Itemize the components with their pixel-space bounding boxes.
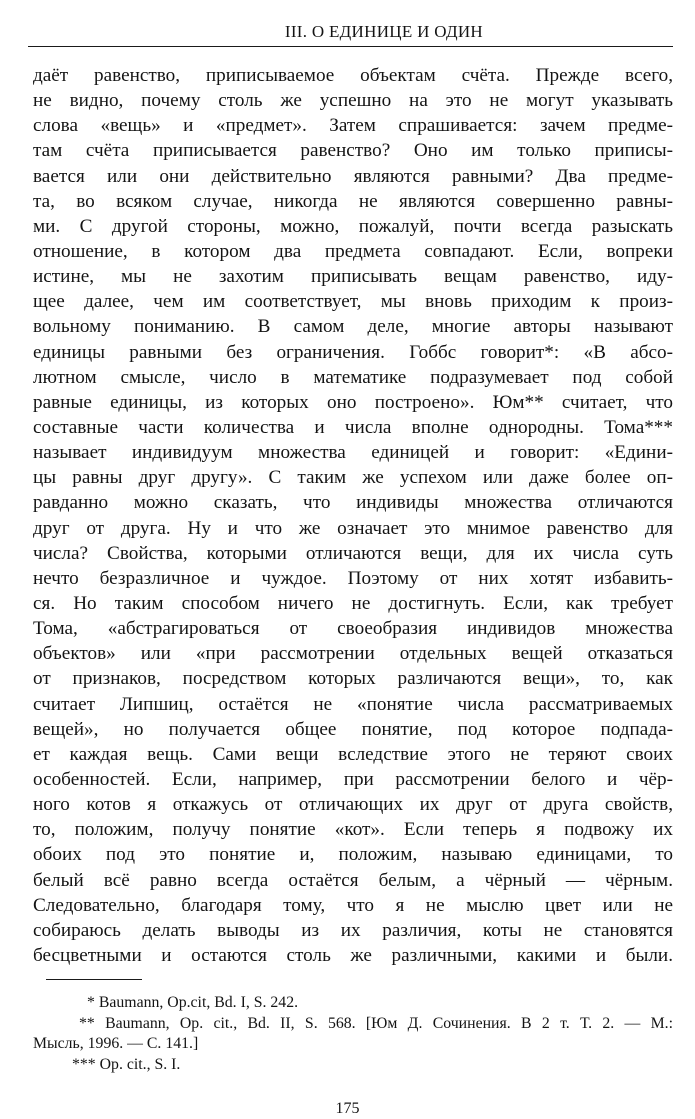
text-line: единицы равными без ограничения. Гоббс говорит*: «В абсо- [33,341,673,363]
text-line: особенностей. Если, например, при рассмотрении белого и чёр- [33,768,673,790]
text-line: ного котов я откажусь от отличающих их друг от друга свойств, [33,794,673,816]
text-line: числа? Свойства, которыми отличаются вещи, для их числа суть [33,542,673,564]
text-line: ми. С другой стороны, можно, пожалуй, почти всегда разыскать [33,215,673,237]
text-line: обоих под это понятие и, положим, называю единицами, то [33,844,673,866]
text-line: собираюсь делать выводы из их различия, коты не становятся [33,919,673,941]
text-line: лютном смысле, число в математике подразумевает под собой [33,366,673,388]
text-line: составные части количества и числа вполне однородны. Тома*** [33,416,673,438]
footnote-2-continued: Мысль, 1996. — С. 141.] [33,1035,199,1052]
text-line: ет каждая вещь. Сами вещи вследствие этого не теряют своих [33,743,673,765]
text-line: то, положим, получу понятие «кот». Если теперь я подвожу их [33,819,673,841]
text-line: та, во всяком случае, никогда не являются совершенно равны- [33,190,673,212]
footnote-rule [46,979,142,980]
text-line: отношение, в котором два предмета совпадают. Если, вопреки [33,240,673,262]
text-line: истине, мы не захотим приписывать вещам равенство, иду- [33,266,673,288]
footnote-2: ** Baumann, Op. cit., Bd. II, S. 568. [Юм Д. Сочинения. В 2 т. Т. 2. — М.: [79,1014,673,1032]
text-line: называет индивидуум множества единицей и говорит: «Едини- [33,442,673,464]
text-line: цы равны друг другу». С таким же успехом или даже более оп- [33,467,673,489]
text-line: там счёта приписывается равенство? Оно им только приписы- [33,140,673,162]
text-line: вещей», но получается общее понятие, под которое подпада- [33,718,673,740]
header-rule [28,46,673,47]
text-line: от признаков, посредством которых различаются вещи», то, как [33,668,673,690]
text-line: равданно можно сказать, что индивиды множества отличаются [33,492,673,514]
text-line: Следовательно, благодаря тому, что я не мыслю цвет или не [33,894,673,916]
text-line: вольному пониманию. В самом деле, многие авторы называют [33,316,673,338]
footnote-1: * Baumann, Op.cit, Bd. I, S. 242. [87,994,299,1011]
running-title: III. О ЕДИНИЦЕ И ОДИН [284,22,483,41]
text-line: белый всё равно всегда остаётся белым, а чёрный — чёрным. [33,869,673,891]
text-line: равные единицы, из которых оно построено». Юм** считает, что [33,391,673,413]
text-line: даёт равенство, приписываемое объектам счёта. Прежде всего, [33,65,673,86]
text-line: нечто безразличное и чуждое. Поэтому от них хотят избавить- [33,567,673,589]
text-line: щее далее, чем им соответствует, мы вновь приходим к произ- [33,291,673,313]
body-text [33,63,673,968]
footnote-3: *** Op. cit., S. I. [72,1055,181,1073]
text-line: ся. Но таким способом ничего не достигнуть. Если, как требует [33,592,673,614]
text-line: не видно, почему столь же успешно на это не могут указывать [33,90,673,112]
footnotes [33,993,673,1075]
text-line: друг от друга. Ну и что же означает это мнимое равенство для [33,517,673,539]
text-line: бесцветными и остаются столь же различными, какими и были. [33,944,673,966]
text-line: Тома, «абстрагироваться от своеобразия индивидов множества [33,618,673,640]
text-line: объектов» или «при рассмотрении отдельных вещей отказаться [33,643,673,665]
text-line: считает Липшиц, остаётся не «понятие числа рассматриваемых [33,693,673,715]
text-line: слова «вещь» и «предмет». Затем спрашивается: зачем предме- [33,115,673,137]
text-line: вается или они действительно являются равными? Два предме- [33,165,673,187]
page-number: 175 [335,1100,360,1117]
